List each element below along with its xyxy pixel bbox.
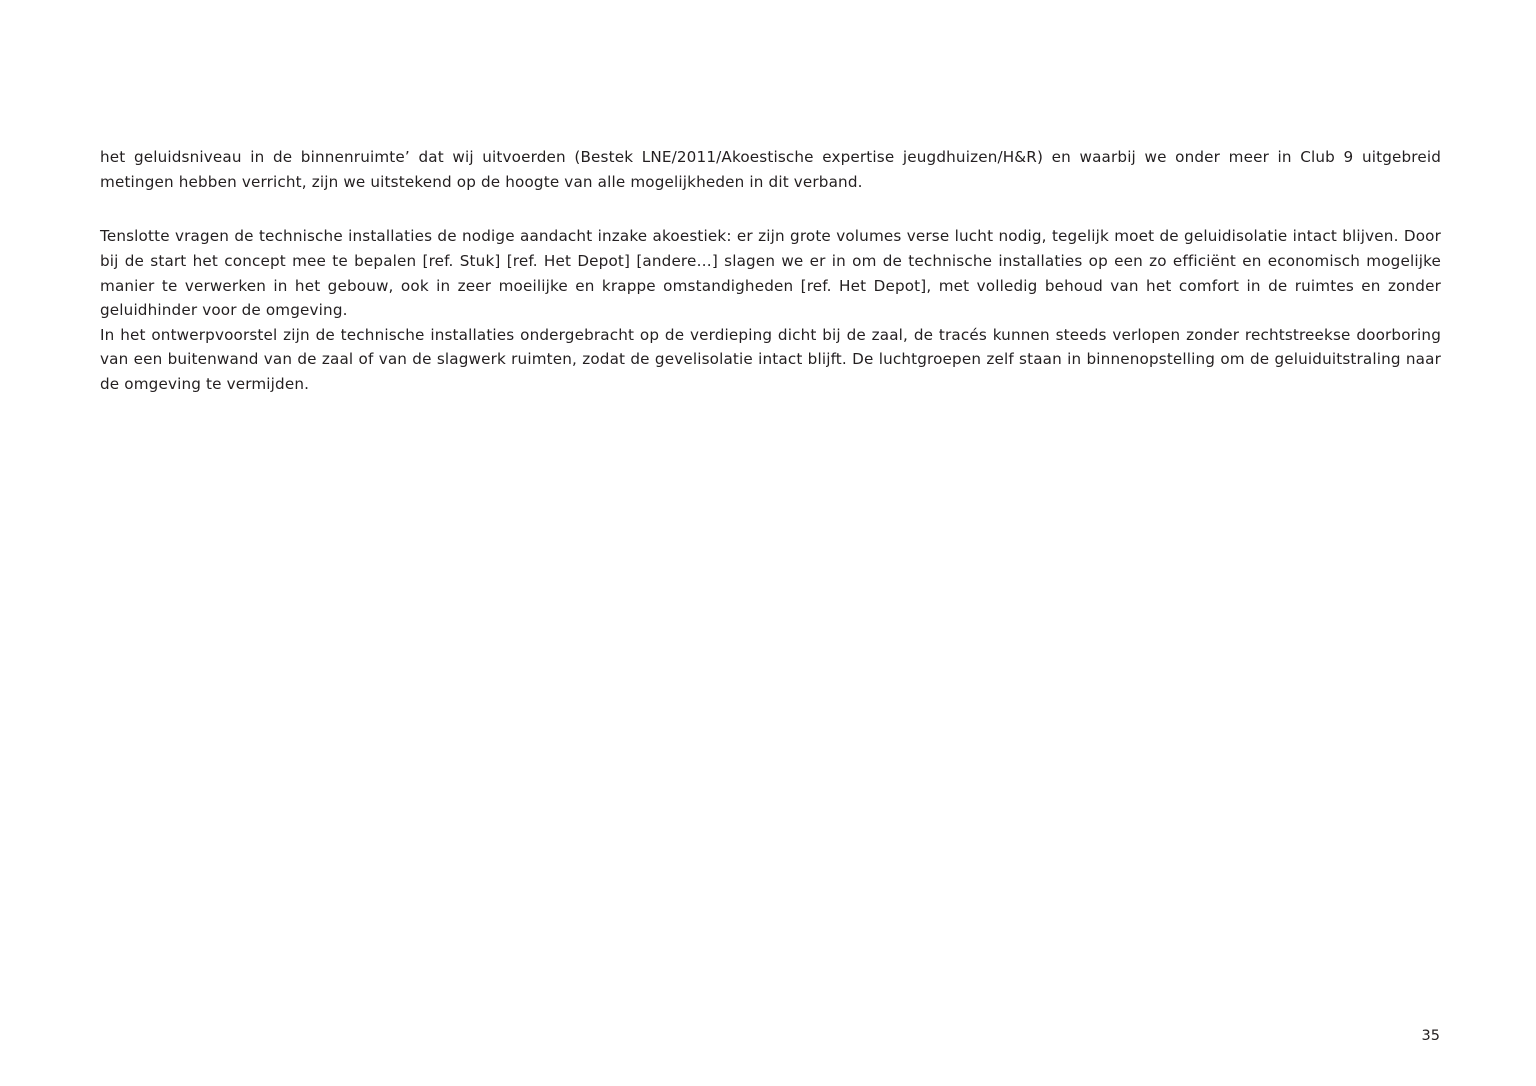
page-body	[100, 145, 1441, 397]
paragraph-1: het geluidsniveau in de binnenruimte’ dat wij uitvoerden (Bestek LNE/2011/Akoestische expertise jeugdhuizen/H&R) en waarbij we onder meer in Club 9 uitgebreid metingen hebben verricht, zijn we uitstekend op de hoogte van alle mogelijkheden in dit verband.	[100, 148, 1441, 191]
paragraph-2: Tenslotte vragen de technische installaties de nodige aandacht inzake akoestiek: er zijn grote volumes verse lucht nodig, tegelijk moet de geluidisolatie intact blijven. Door bij de start het concept mee te bepalen [ref. Stuk] [ref. Het Depot] [andere…] slagen we er in om de technische installaties op een zo efficiënt en economisch mogelijke manier te verwerken in het gebouw, ook in zeer moeilijke en krappe omstandigheden [ref. Het Depot], met volledig behoud van het comfort in de ruimtes en zonder geluidhinder voor de omgeving.	[100, 227, 1441, 320]
page-number: 35	[1421, 1028, 1440, 1044]
paragraph-3: In het ontwerpvoorstel zijn de technische installaties ondergebracht op de verdieping dicht bij de zaal, de tracés kunnen steeds verlopen zonder rechtstreekse doorboring van een buitenwand van de zaal of van de slagwerk ruimten, zodat de gevelisolatie intact blijft. De luchtgroepen zelf staan in binnenopstelling om de geluiduitstraling naar de omgeving te vermijden.	[100, 325, 1441, 393]
paragraph-spacer	[100, 194, 1441, 224]
